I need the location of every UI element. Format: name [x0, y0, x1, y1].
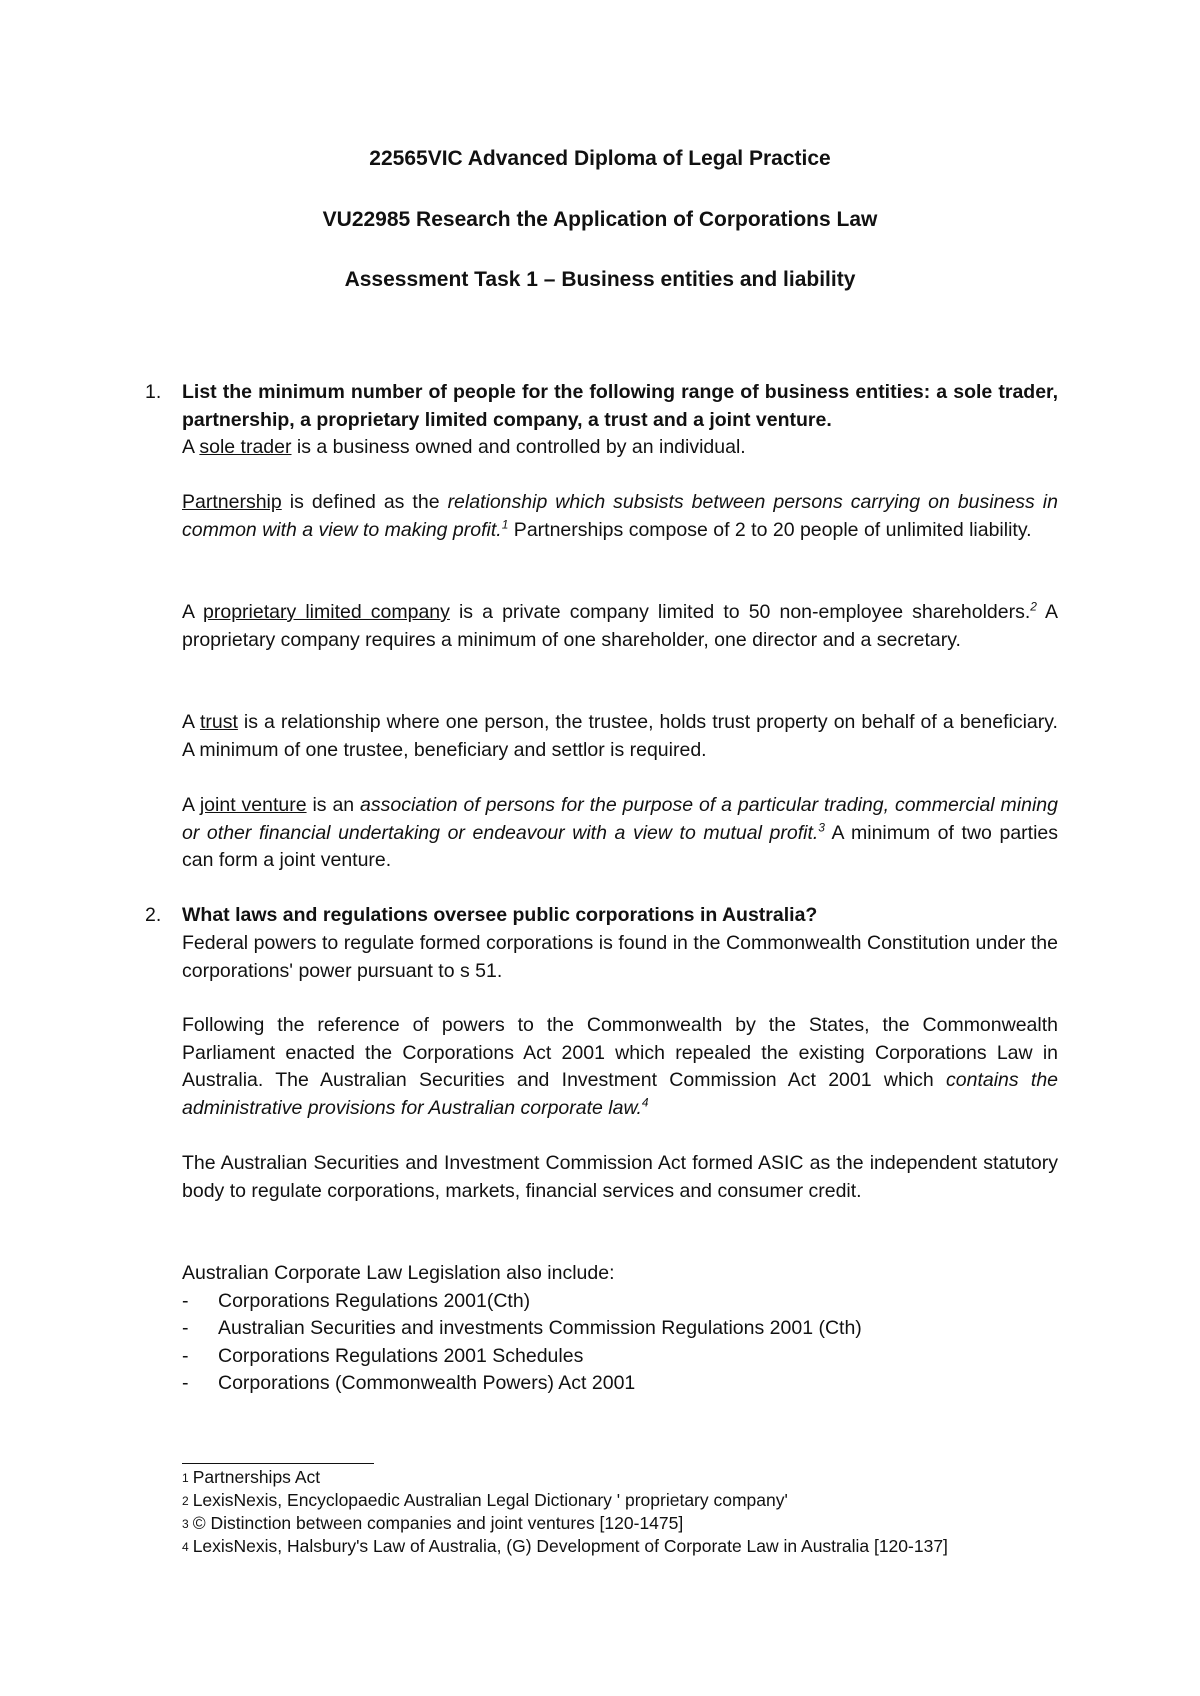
- q1-sole-trader-paragraph: A sole trader is a business owned and controlled by an individual.: [182, 436, 746, 458]
- footnote-item: $^1$ Partnerships Act: [182, 1467, 321, 1487]
- footnote-ref-2: 2: [1030, 599, 1037, 614]
- course-title: 22565VIC Advanced Diploma of Legal Practice: [369, 147, 831, 170]
- footnote-ref-4: 4: [641, 1095, 649, 1109]
- q1-partnership-paragraph: Partnership is defined as the relationship which subsists between persons carrying on business in common with a view to making profit.$^1$ Partnerships compose of 2 to 20 people of unlimited liability.: [182, 491, 1058, 541]
- q2-corporations-act-paragraph: Following the reference of powers to the Commonwealth by the States, the Commonwealth Parliament enacted the Corporations Act 2001 which repealed the existing Corporations Law in Australia. The Australian Securities and Investment Commission Act 2001 which contains the administrative provisions for Australian corporate law.$^4$: [182, 1014, 1059, 1119]
- question-2-number: 2.: [145, 904, 162, 926]
- legislation-list: [182, 1288, 1058, 1398]
- question-1-text: List the minimum number of people for the following range of business entities: a sole trader, partnership, a proprietary limited company, a trust and a joint venture.: [182, 381, 1058, 431]
- q2-asic-paragraph: The Australian Securities and Investment Commission Act formed ASIC as the independent statutory body to regulate corporations, markets, financial services and consumer credit.: [182, 1152, 1058, 1202]
- question-2-text: What laws and regulations oversee public corporations in Australia?: [182, 904, 818, 926]
- footnote-item: $^3$ © Distinction between companies and joint ventures [120-1475]: [182, 1513, 684, 1533]
- footnote-item: $^2$ LexisNexis, Encyclopaedic Australian Legal Dictionary ' proprietary company': [182, 1490, 788, 1510]
- list-item: - Corporations (Commonwealth Powers) Act 2001: [182, 1372, 636, 1394]
- footnote-ref-1: 1: [501, 517, 509, 531]
- list-item: - Corporations Regulations 2001 Schedules: [182, 1344, 584, 1367]
- question-1-number: 1.: [145, 381, 162, 403]
- footnote-separator: [182, 1463, 374, 1464]
- list-item: - Corporations Regulations 2001(Cth): [182, 1289, 531, 1312]
- q2-constitution-paragraph: Federal powers to regulate formed corporations is found in the Commonwealth Constitution under the corporations' power pursuant to s 51.: [182, 932, 1058, 982]
- q1-proprietary-company-paragraph: A proprietary limited company is a private company limited to 50 non-employee shareholders.$^2$ A proprietary company requires a minimum of one shareholder, one director and a secretary.: [182, 599, 1059, 651]
- term-trust: trust: [199, 711, 238, 733]
- q1-joint-venture-paragraph: A joint venture is an association of persons for the purpose of a particular trading, commercial mining or other financial undertaking or endeavour with a view to mutual profit.$^3$ A minimum of two parties can form a joint venture.: [182, 794, 1058, 871]
- term-sole-trader: sole trader: [199, 436, 292, 458]
- q1-trust-paragraph: A trust is a relationship where one person, the trustee, holds trust property on behalf of a beneficiary. A minimum of one trustee, beneficiary and settlor is required.: [182, 711, 1058, 761]
- assessment-title: Assessment Task 1 – Business entities and liability: [344, 268, 856, 291]
- footnote-ref-3: 3: [818, 820, 825, 834]
- q2-legislation-section: [182, 1260, 1058, 1398]
- unit-title: VU22985 Research the Application of Corporations Law: [322, 208, 878, 231]
- term-proprietary-limited-company: proprietary limited company: [203, 601, 450, 623]
- term-joint-venture: joint venture: [199, 794, 307, 816]
- legislation-list-intro: Australian Corporate Law Legislation also include:: [182, 1262, 615, 1284]
- term-partnership: Partnership: [182, 491, 282, 513]
- footnote-item: $^4$ LexisNexis, Halsbury's Law of Australia, (G) Development of Corporate Law in Australia [120-137]: [182, 1536, 948, 1556]
- footnotes: [182, 1466, 1082, 1558]
- list-item: - Australian Securities and investments Commission Regulations 2001 (Cth): [182, 1317, 862, 1339]
